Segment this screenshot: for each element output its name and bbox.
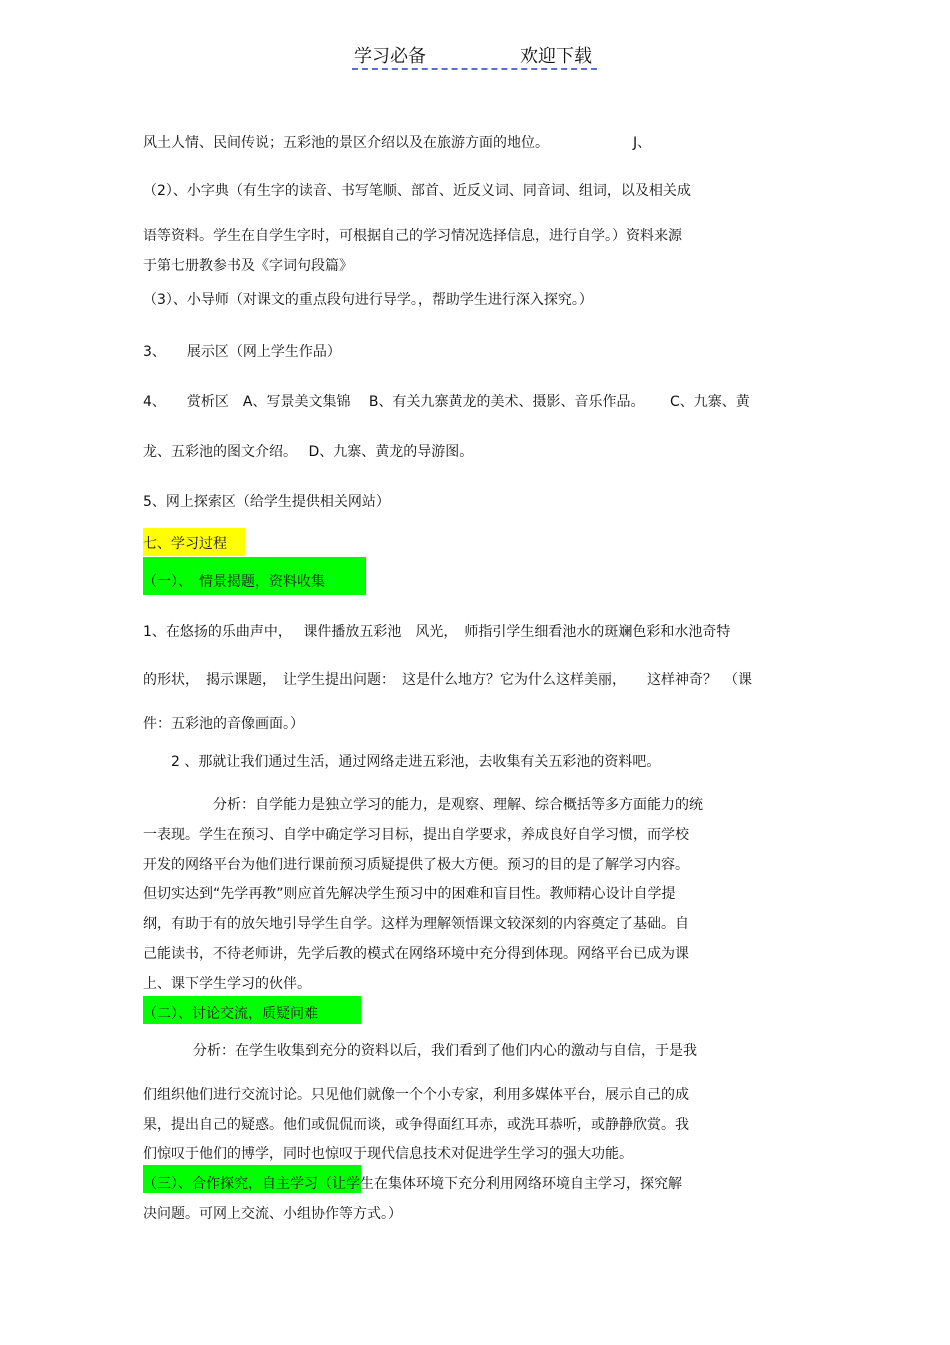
subsection-heading: （三）、合作探究，自主学习（让学生在集体环境下充分利用网络环境自主学习，探究解: [143, 1176, 682, 1192]
text-line: 开发的网络平台为他们进行课前预习质疑提供了极大方便。预习的目的是了解学习内容。: [143, 857, 689, 873]
subsection-heading: （一）、 情景揭题，资料收集: [143, 574, 325, 590]
text-line: 1、在悠扬的乐曲声中， 课件播放五彩池 风光， 师指引学生细看池水的斑斓色彩和水池奇特: [143, 624, 731, 640]
text-line: （2）、小字典（有生字的读音、书写笔顺、部首、近反义词、同音词、组词，以及相关成: [143, 183, 691, 199]
text-line: 们惊叹于他们的博学，同时也惊叹于现代信息技术对促进学生学习的强大功能。: [143, 1146, 633, 1162]
text-line: 一表现。学生在预习、自学中确定学习目标，提出自学要求，养成良好自学习惯，而学校: [143, 827, 689, 843]
text-line: （3）、小导师（对课文的重点段句进行导学。，帮助学生进行深入探究。）: [143, 292, 593, 308]
text-line: 风土人情、民间传说；五彩池的景区介绍以及在旅游方面的地位。: [143, 135, 549, 151]
text-line: 件：五彩池的音像画面。）: [143, 716, 304, 732]
text-line: 上、课下学生学习的伙伴。: [143, 976, 311, 992]
text-line: 分析：在学生收集到充分的资料以后，我们看到了他们内心的激动与自信，于是我: [193, 1043, 697, 1059]
text-line: 语等资料。学生在自学生字时，可根据自己的学习情况选择信息，进行自学。）资料来源: [143, 228, 682, 244]
text-line: 4、 赏析区 A、写景美文集锦 B、有关九寨黄龙的美术、摄影、音乐作品。 C、九寨、黄: [143, 394, 750, 410]
subsection-heading: （二）、讨论交流，质疑问难: [143, 1006, 318, 1022]
text-line: 2 、那就让我们通过生活，通过网络走进五彩池，去收集有关五彩池的资料吧。: [171, 754, 661, 770]
text-line: 决问题。可网上交流、小组协作等方式。）: [143, 1206, 402, 1222]
text-line: 纲，有助于有的放矢地引导学生自学。这样为理解领悟课文较深刻的内容奠定了基础。自: [143, 916, 689, 932]
text-line: 但切实达到“先学再教”则应首先解决学生预习中的困难和盲目性。教师精心设计自学提: [143, 886, 676, 902]
section-heading: 七、学习过程: [143, 536, 227, 552]
page-header: [352, 40, 597, 70]
header-right-text: 欢迎下载: [520, 46, 592, 67]
text-line: 己能读书，不待老师讲，先学后教的模式在网络环境中充分得到体现。网络平台已成为课: [143, 946, 689, 962]
text-line: 分析：自学能力是独立学习的能力，是观察、理解、综合概括等多方面能力的统: [213, 797, 703, 813]
text-line: 果，提出自己的疑惑。他们或侃侃而谈，或争得面红耳赤，或洗耳恭听，或静静欣赏。我: [143, 1117, 689, 1133]
text-line: 于第七册教参书及《字词句段篇》: [143, 258, 353, 274]
text-line: 5、网上探索区（给学生提供相关网站）: [143, 494, 390, 510]
text-line: 3、 展示区（网上学生作品）: [143, 344, 341, 360]
text-line: J、: [633, 135, 652, 151]
text-line: 的形状， 揭示课题， 让学生提出问题： 这是什么地方？它为什么这样美丽， 这样神奇？ （课: [143, 672, 752, 688]
text-line: 们组织他们进行交流讨论。只见他们就像一个个小专家，利用多媒体平台，展示自己的成: [143, 1087, 689, 1103]
header-left-text: 学习必备: [354, 46, 426, 67]
text-line: 龙、五彩池的图文介绍。 D、九寨、黄龙的导游图。: [143, 444, 474, 460]
